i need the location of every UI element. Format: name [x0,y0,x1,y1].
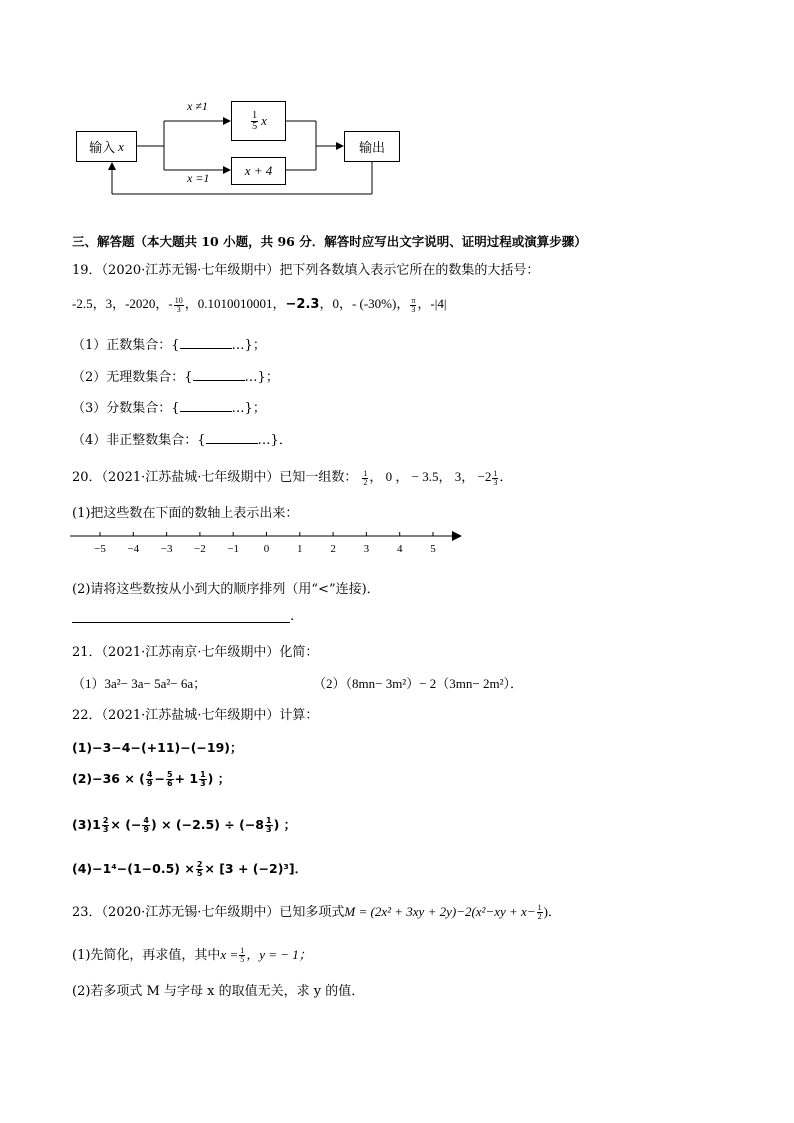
answer-blank[interactable] [193,368,245,381]
answer-blank[interactable] [206,431,258,444]
input-box [76,131,137,162]
q22-part1: (1)−3−4−(+11)−(−19)； [72,740,243,755]
q20-part2: (2)请将这些数按从小到大的顺序排列（用“<”连接)． [72,582,380,597]
output-label: 输出 [358,141,385,156]
q19-set-irrational: （2）无理数集合：{ …}； [72,370,279,385]
answer-line[interactable] [72,609,290,623]
q19-numbers: -2.5，3，-2020，- $\frac{10}{3}$ ，0.1010010001，−2.3，0，- (-30%)， $\frac{\pi}{3}$ ，-|4| [72,295,447,314]
q22-header: 22．（2021·江苏盐城·七年级期中）计算： [72,708,319,723]
axis-tick-label: 2 [330,543,336,555]
axis-tick-label: −2 [194,543,206,555]
answer-line-end: . [290,609,295,624]
q22-part2: (2)−36 × ( $\frac{4}{9}$ − $\frac{5}{6}$ + 1 $\frac{1}{3}$ ) ； [72,770,231,788]
axis-tick-label: 0 [263,543,270,555]
q20-header: 20．（2021·江苏盐城·七年级期中）已知一组数： $\frac{1}{2}$ ， 0 ， − 3.5， 3， −2 $\frac{1}{3}$ ． [72,468,513,487]
axis-tick-label: −1 [227,543,240,555]
axis-tick-label: 1 [297,543,303,555]
q19-set-fraction: （3）分数集合：{ …}； [72,401,266,416]
axis-tick-label: 5 [430,543,436,555]
input-label: 输入 [89,141,116,156]
arrow-right-icon [452,531,462,541]
condition-bottom: x =1 [187,171,210,185]
q22-part4: (4)−1⁴−(1−0.5) × $\frac{2}{5}$ × [3 + (−2)³]． [72,860,308,878]
axis-tick-label: 3 [363,543,370,555]
q23-part2: (2)若多项式 M 与字母 x 的取值无关，求 y 的值． [72,984,365,999]
q20-part1: (1)把这些数在下面的数轴上表示出来： [72,506,299,521]
output-box [344,131,400,162]
axis-tick-label: −5 [94,543,106,555]
q19-set-positive: （1）正数集合：{ …}； [72,338,266,353]
input-var: x [118,138,124,154]
answer-blank[interactable] [180,399,232,412]
q19-set-nonpositive-integer: （4）非正整数集合：{ …}． [72,433,292,448]
q21-part2: （2）（8mn− 3m²）− 2（3mn− 2m²）． [313,676,523,691]
operation-box-bottom: x + 4 [231,157,286,185]
section-heading: 三、解答题（本大题共 10 小题，共 96 分．解答时应写出文字说明、证明过程或演算步骤） [72,234,587,249]
number-line [68,526,468,558]
q22-part3: (3)1 $\frac{2}{3}$ × (− $\frac{4}{9}$ ) × (−2.5) ÷ (−8 $\frac{1}{3}$ ) ； [72,816,297,834]
answer-blank[interactable] [180,336,232,349]
axis-tick-label: 4 [396,543,403,555]
q23-header: 23．（2020·江苏无锡·七年级期中）已知多项式M = (2x² + 3xy + 2y)−2(x²−xy + x− $\frac{1}{2}$ )． [72,903,561,921]
axis-tick-label: −3 [160,543,173,555]
q21-part1: （1）3a²− 3a− 5a²− 6a； [72,676,207,691]
q21-header: 21．（2021·江苏南京·七年级期中）化简： [72,645,319,660]
fraction-one-fifth: $\frac{1}{5}$ [252,109,258,132]
axis-tick-label: −4 [127,543,140,555]
condition-top: x ≠1 [187,99,208,113]
q19-header: 19．（2020·江苏无锡·七年级期中）把下列各数填入表示它所在的数集的大括号： [72,263,540,278]
operation-box-top: $\frac{1}{5}$ x [231,101,286,141]
q23-part1: (1)先简化，再求值，其中x = $\frac{1}{5}$ ，y = − 1； [72,946,312,964]
